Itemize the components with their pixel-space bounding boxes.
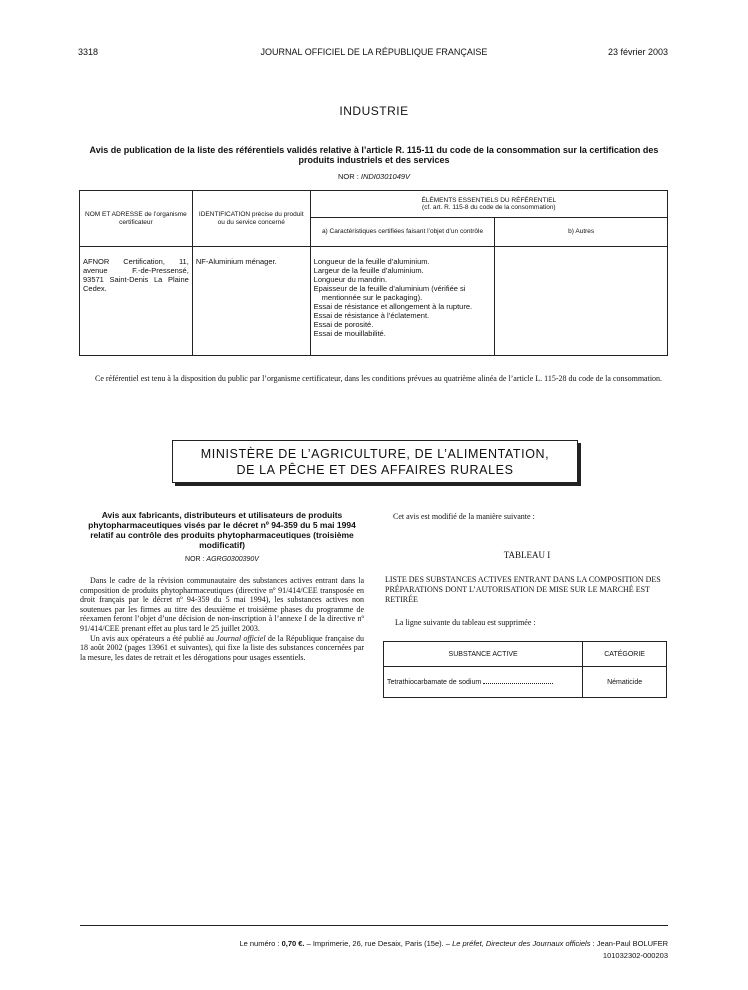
price-value: 0,70 €. xyxy=(281,939,305,948)
cell-caracteristiques xyxy=(310,247,495,356)
paragraph: Dans le cadre de la révision communautaire des substances actives entrant dans la composition de produits phytopharmaceutiques (directive nº 91/414/CEE transposée en droit français par le décret nº 94-359 du 5 mai 1994), les substances actives non soutenues par les firmes au titre des deuxième et troisième phases du programme de réexamen feront l’objet d’une décision de non-inscription à l’annexe I de la directive nº 91/414/CEE prenant effet au plus tard le 25 juillet 2003. xyxy=(80,576,364,633)
dotted-leader xyxy=(483,683,553,684)
table-row xyxy=(80,247,668,356)
section-title: INDUSTRIE xyxy=(339,104,409,118)
header-identification: IDENTIFICATION précise du produit ou du service concerné xyxy=(192,191,310,247)
referentiel-note: Ce référentiel est tenu à la disposition du public par l’organisme certificateur, dans les conditions prévues au quatrième alinéa de l’article L. 115-28 du code de la consommation. xyxy=(95,374,663,383)
paragraph-text: de la République française du 18 août 2002 (pages 13961 et suivantes), qui fixe la liste des substances concernées par la mesure, les dates de retrait et les dérogations pour usages essentiels. xyxy=(80,633,365,662)
cell-produit: NF-Aluminium ménager. xyxy=(192,247,310,356)
header-substance: SUBSTANCE ACTIVE xyxy=(384,642,583,667)
publication-date: 23 février 2003 xyxy=(607,47,668,57)
subheader-autres: b) Autres xyxy=(495,218,668,247)
list-item: Essai de porosité. xyxy=(313,320,374,329)
referentiel-table xyxy=(79,190,668,356)
footer-code: 101032302-000203 xyxy=(602,951,668,960)
list-item: Longueur du mandrin. xyxy=(313,275,388,284)
modification-intro: Cet avis est modifié de la manière suivante : xyxy=(393,512,535,521)
printer-info: – Imprimerie, 26, rue Desaix, Paris (15e). – xyxy=(304,939,453,948)
table-header-row xyxy=(80,191,668,218)
cell-autres xyxy=(495,247,668,356)
tableau-title: TABLEAU I xyxy=(503,550,551,560)
price-label: Le numéro : xyxy=(239,939,282,948)
cell-substance xyxy=(384,667,583,698)
substance-table xyxy=(383,641,667,698)
list-item: Largeur de la feuille d’aluminium. xyxy=(313,266,424,275)
table-row xyxy=(384,667,667,698)
cell-organisme: AFNOR Certification, 11, avenue F.-de-Pressensé, 93571 Saint-Denis La Plaine Cedex. xyxy=(80,247,193,356)
director-role: Le préfet, Directeur des Journaux officiels xyxy=(452,939,591,948)
nor-value: AGRG0300390V xyxy=(206,556,259,563)
list-item: Essai de résistance et allongement à la rupture. xyxy=(313,302,473,311)
notice2-body xyxy=(80,576,364,662)
header-elements-line1: ÉLÉMENTS ESSENTIELS DU RÉFÉRENTIEL xyxy=(421,196,557,204)
journal-title: JOURNAL OFFICIEL DE LA RÉPUBLIQUE FRANÇAISE xyxy=(260,47,488,57)
notice-nor xyxy=(0,172,748,181)
ministry-line1: MINISTÈRE DE L’AGRICULTURE, DE L’ALIMENTATION, xyxy=(200,446,550,461)
footer-divider xyxy=(80,925,668,926)
nor-label: NOR : xyxy=(185,556,207,563)
director-name: : Jean-Paul BOLUFER xyxy=(590,939,668,948)
list-item: Essai de résistance à l’éclatement. xyxy=(313,311,430,320)
ministry-line2: DE LA PÊCHE ET DES AFFAIRES RURALES xyxy=(236,462,514,477)
page-number: 3318 xyxy=(78,47,99,57)
list-item: Essai de mouillabilité. xyxy=(313,329,386,338)
subheader-caracteristiques: a) Caractéristiques certifiées faisant l’objet d’un contrôle xyxy=(310,218,495,247)
table-header-row xyxy=(384,642,667,667)
header-category: CATÉGORIE xyxy=(583,642,667,667)
journal-reference: Journal officiel xyxy=(216,633,266,643)
list-item: Longueur de la feuille d’aluminium. xyxy=(313,257,430,266)
notice2-nor xyxy=(80,556,364,563)
paragraph xyxy=(80,634,364,663)
nor-value: INDI0301049V xyxy=(360,172,411,181)
header-elements xyxy=(310,191,667,218)
tableau-note: La ligne suivante du tableau est supprimée : xyxy=(395,618,536,627)
paragraph-text: Un avis aux opérateurs a été publié au xyxy=(90,633,217,643)
tableau-caption: LISTE DES SUBSTANCES ACTIVES ENTRANT DANS LA COMPOSITION DES PRÉPARATIONS DONT L’AUTORISATION DE MISE SUR LE MARCHÉ EST RETIRÉE xyxy=(385,575,661,604)
notice-title: Avis de publication de la liste des référentiels validés relative à l’article R. 115-11 du code de la consommation sur la certification des produits industriels et des services xyxy=(89,145,659,165)
cell-category: Nématicide xyxy=(583,667,667,698)
header-organisme: NOM ET ADRESSE de l’organisme certificateur xyxy=(80,191,193,247)
substance-name: Tetrathiocarbamate de sodium xyxy=(387,678,482,686)
nor-label: NOR : xyxy=(337,172,361,181)
header-elements-line2: (cf. art. R. 115-8 du code de la consommation) xyxy=(422,204,556,211)
notice2-title: Avis aux fabricants, distributeurs et utilisateurs de produits phytopharmaceutiques visés par le décret nº 94-359 du 5 mai 1994 relatif au contrôle des produits phytopharmaceutiques (troisième modificatif) xyxy=(88,510,356,550)
footer-text xyxy=(80,939,668,948)
ministry-heading xyxy=(172,440,578,483)
list-item: Epaisseur de la feuille d’aluminium (vérifiée si mentionnée sur le packaging). xyxy=(313,284,466,302)
